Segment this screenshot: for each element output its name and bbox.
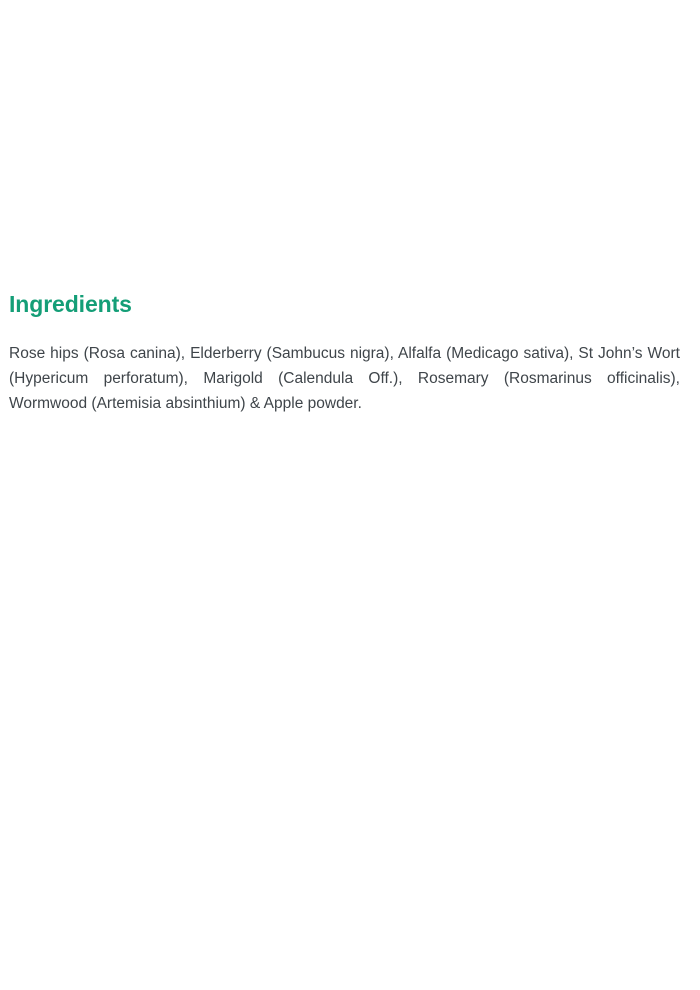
ingredients-section	[0, 290, 700, 416]
page	[0, 290, 700, 990]
ingredients-heading: Ingredients	[9, 291, 132, 317]
ingredients-paragraph: Rose hips (Rosa canina), Elderberry (Sambucus nigra), Alfalfa (Medicago sativa), St John’s Wort (Hypericum perforatum), Marigold (Calendula Off.), Rosemary (Rosmarinus officinalis), Wormwood (Artemisia absinthium) & Apple powder.	[9, 345, 680, 412]
